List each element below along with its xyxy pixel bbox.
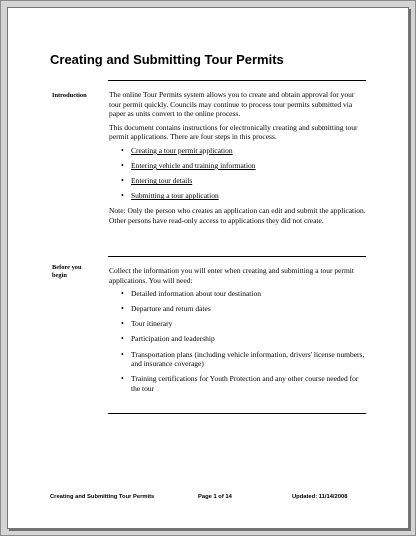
- requirement-item: [121, 374, 366, 393]
- begin-paragraph: Collect the information you will enter when creating and submitting a tour permit applications. You will need:: [109, 266, 354, 285]
- section-label-before-you-begin: [52, 264, 104, 280]
- bullet-icon: •: [121, 191, 124, 201]
- label-line: Before you: [52, 264, 82, 271]
- bullet-icon: •: [121, 319, 124, 329]
- steps-list: [109, 146, 366, 201]
- requirement-text: Transportation plans (including vehicle information, drivers' license numbers, and insurance coverage): [131, 349, 365, 369]
- bullet-icon: •: [121, 145, 124, 155]
- section-divider: [108, 80, 366, 81]
- requirement-text: Participation and leadership: [131, 334, 215, 344]
- section-label-introduction: Introduction: [52, 92, 87, 99]
- section-divider: [108, 413, 366, 414]
- requirement-text: Tour itinerary: [131, 319, 173, 329]
- intro-note: Note: Only the person who creates an application can edit and submit the application. Other persons have read-only access to applications they did not create.: [109, 206, 366, 225]
- step-link-creating-application[interactable]: Creating a tour permit application: [131, 145, 233, 155]
- requirement-item: [121, 289, 366, 299]
- requirement-text: Training certifications for Youth Protection and any other course needed for the tour: [131, 374, 359, 393]
- document-title: Creating and Submitting Tour Permits: [50, 52, 284, 67]
- section-before-you-begin: [109, 266, 366, 399]
- bullet-icon: •: [121, 304, 124, 314]
- requirement-item: [121, 304, 366, 314]
- step-link-tour-details[interactable]: Entering tour details: [131, 176, 193, 186]
- label-line: begin: [52, 272, 67, 279]
- bullet-icon: •: [121, 349, 124, 359]
- requirements-list: [109, 289, 366, 393]
- requirement-item: [121, 319, 366, 329]
- requirement-text: Detailed information about tour destination: [131, 289, 261, 299]
- bullet-icon: •: [121, 161, 124, 171]
- step-item: [121, 191, 366, 201]
- footer-updated-date: Updated: 11/14/2008: [292, 494, 348, 500]
- step-item: [121, 176, 366, 186]
- intro-paragraph: This document contains instructions for electronically creating and submitting tour permit applications. There are four steps in this process.: [109, 122, 358, 142]
- requirement-item: [121, 334, 366, 344]
- step-link-vehicle-training[interactable]: Entering vehicle and training information: [131, 161, 256, 171]
- bullet-icon: •: [121, 334, 124, 344]
- section-introduction: [109, 90, 366, 230]
- bullet-icon: •: [121, 374, 124, 384]
- step-item: [121, 145, 366, 156]
- requirement-text: Departure and return dates: [131, 304, 211, 314]
- section-divider: [108, 256, 366, 257]
- footer-page-number: Page 1 of 14: [198, 494, 232, 500]
- step-link-submitting-application[interactable]: Submitting a tour application: [131, 191, 219, 201]
- bullet-icon: •: [121, 176, 124, 186]
- step-item: [121, 161, 366, 171]
- requirement-item: [121, 349, 366, 369]
- document-page: [7, 7, 409, 529]
- bullet-icon: •: [121, 289, 124, 299]
- footer-doc-title: Creating and Submitting Tour Permits: [50, 494, 155, 500]
- intro-paragraph: The online Tour Permits system allows you to create and obtain approval for your tour permit quickly. Councils may continue to process tour permits submitted via paper as units convert to the online process.: [109, 90, 355, 119]
